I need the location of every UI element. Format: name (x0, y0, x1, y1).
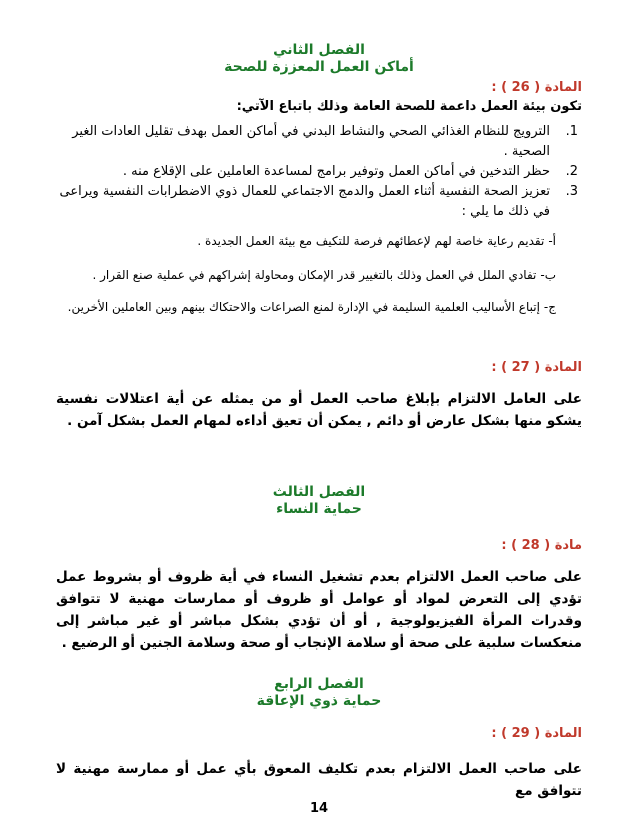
article26-label: المادة ( 26 ) : (491, 80, 582, 95)
chapter3-heading (56, 484, 582, 518)
chapter2-heading (56, 42, 582, 76)
list-item: 1. الترويج للنظام الغذائي الصحي والنشاط البدني في أماكن العمل بهدف تقليل العادات الغير الصحية . (72, 124, 578, 159)
sub-list-item: أ- تقديم رعاية خاصة لهم لإعطائهم فرصة للتكيف مع بيئة العمل الجديدة . (197, 234, 556, 248)
chapter-subtitle: حماية ذوي الإعاقة (256, 693, 382, 709)
article29-text: على صاحب العمل الالتزام بعدم تكليف المعوق بأي عمل أو ممارسة مهنية لا تتوافق مع (56, 761, 582, 799)
article28-label: مادة ( 28 ) : (501, 538, 582, 553)
article29-label: المادة ( 29 ) : (491, 726, 582, 741)
list-item: 3. تعزيز الصحة النفسية أثناء العمل والدمج الاجتماعي للعمال ذوي الاضطرابات النفسية ويراعى في ذلك ما يلي : (59, 184, 578, 219)
article26-subitems (56, 232, 556, 316)
chapter-title: الفصل الثالث (272, 484, 366, 500)
article26-intro: تكون بيئة العمل داعمة للصحة العامة وذلك باتباع الآتي: (236, 99, 582, 114)
article26-items (56, 122, 578, 222)
sub-list-item: ج- إتباع الأساليب العلمية السليمة في الإدارة لمنع الصراعات والاحتكاك بينهم وبين العاملين الأخرين. (67, 300, 556, 314)
sub-list-item: ب- تفادي الملل في العمل وذلك بالتغيير قدر الإمكان ومحاولة إشراكهم في عملية صنع القرار . (92, 268, 556, 282)
chapter-title: الفصل الرابع (274, 676, 364, 692)
chapter-subtitle: أماكن العمل المعززة للصحة (224, 59, 414, 75)
article27-label: المادة ( 27 ) : (491, 360, 582, 375)
article27-text: على العامل الالتزام بإبلاغ صاحب العمل أو من يمثله عن أية اعتلالات نفسية يشكو منها بشكل عارض أو دائم , يمكن أن تعيق أداءه لمهام العمل بشكل آمن . (56, 391, 582, 429)
list-item: 2. حظر التدخين في أماكن العمل وتوفير برامج لمساعدة العاملين على الإقلاع منه . (122, 164, 578, 179)
chapter4-heading (56, 676, 582, 710)
article28-text: على صاحب العمل الالتزام بعدم تشغيل النساء في أية ظروف أو بشروط عمل تؤدي إلى التعرض لمواد أو عوامل أو ظروف أو ممارسات مهنية لا تتوافق وقدرات المرأة الفيزيولوجية , أو أن تؤدي بشكل مباشر أو غير مباشر إلى منعكسات سلبية على صحة أو سلامة الإنجاب أو صحة وسلامة الجنين أو الرضيع . (56, 569, 582, 651)
page-number: 14 (309, 801, 329, 816)
chapter-title: الفصل الثاني (273, 42, 365, 58)
chapter-subtitle: حماية النساء (276, 501, 362, 517)
